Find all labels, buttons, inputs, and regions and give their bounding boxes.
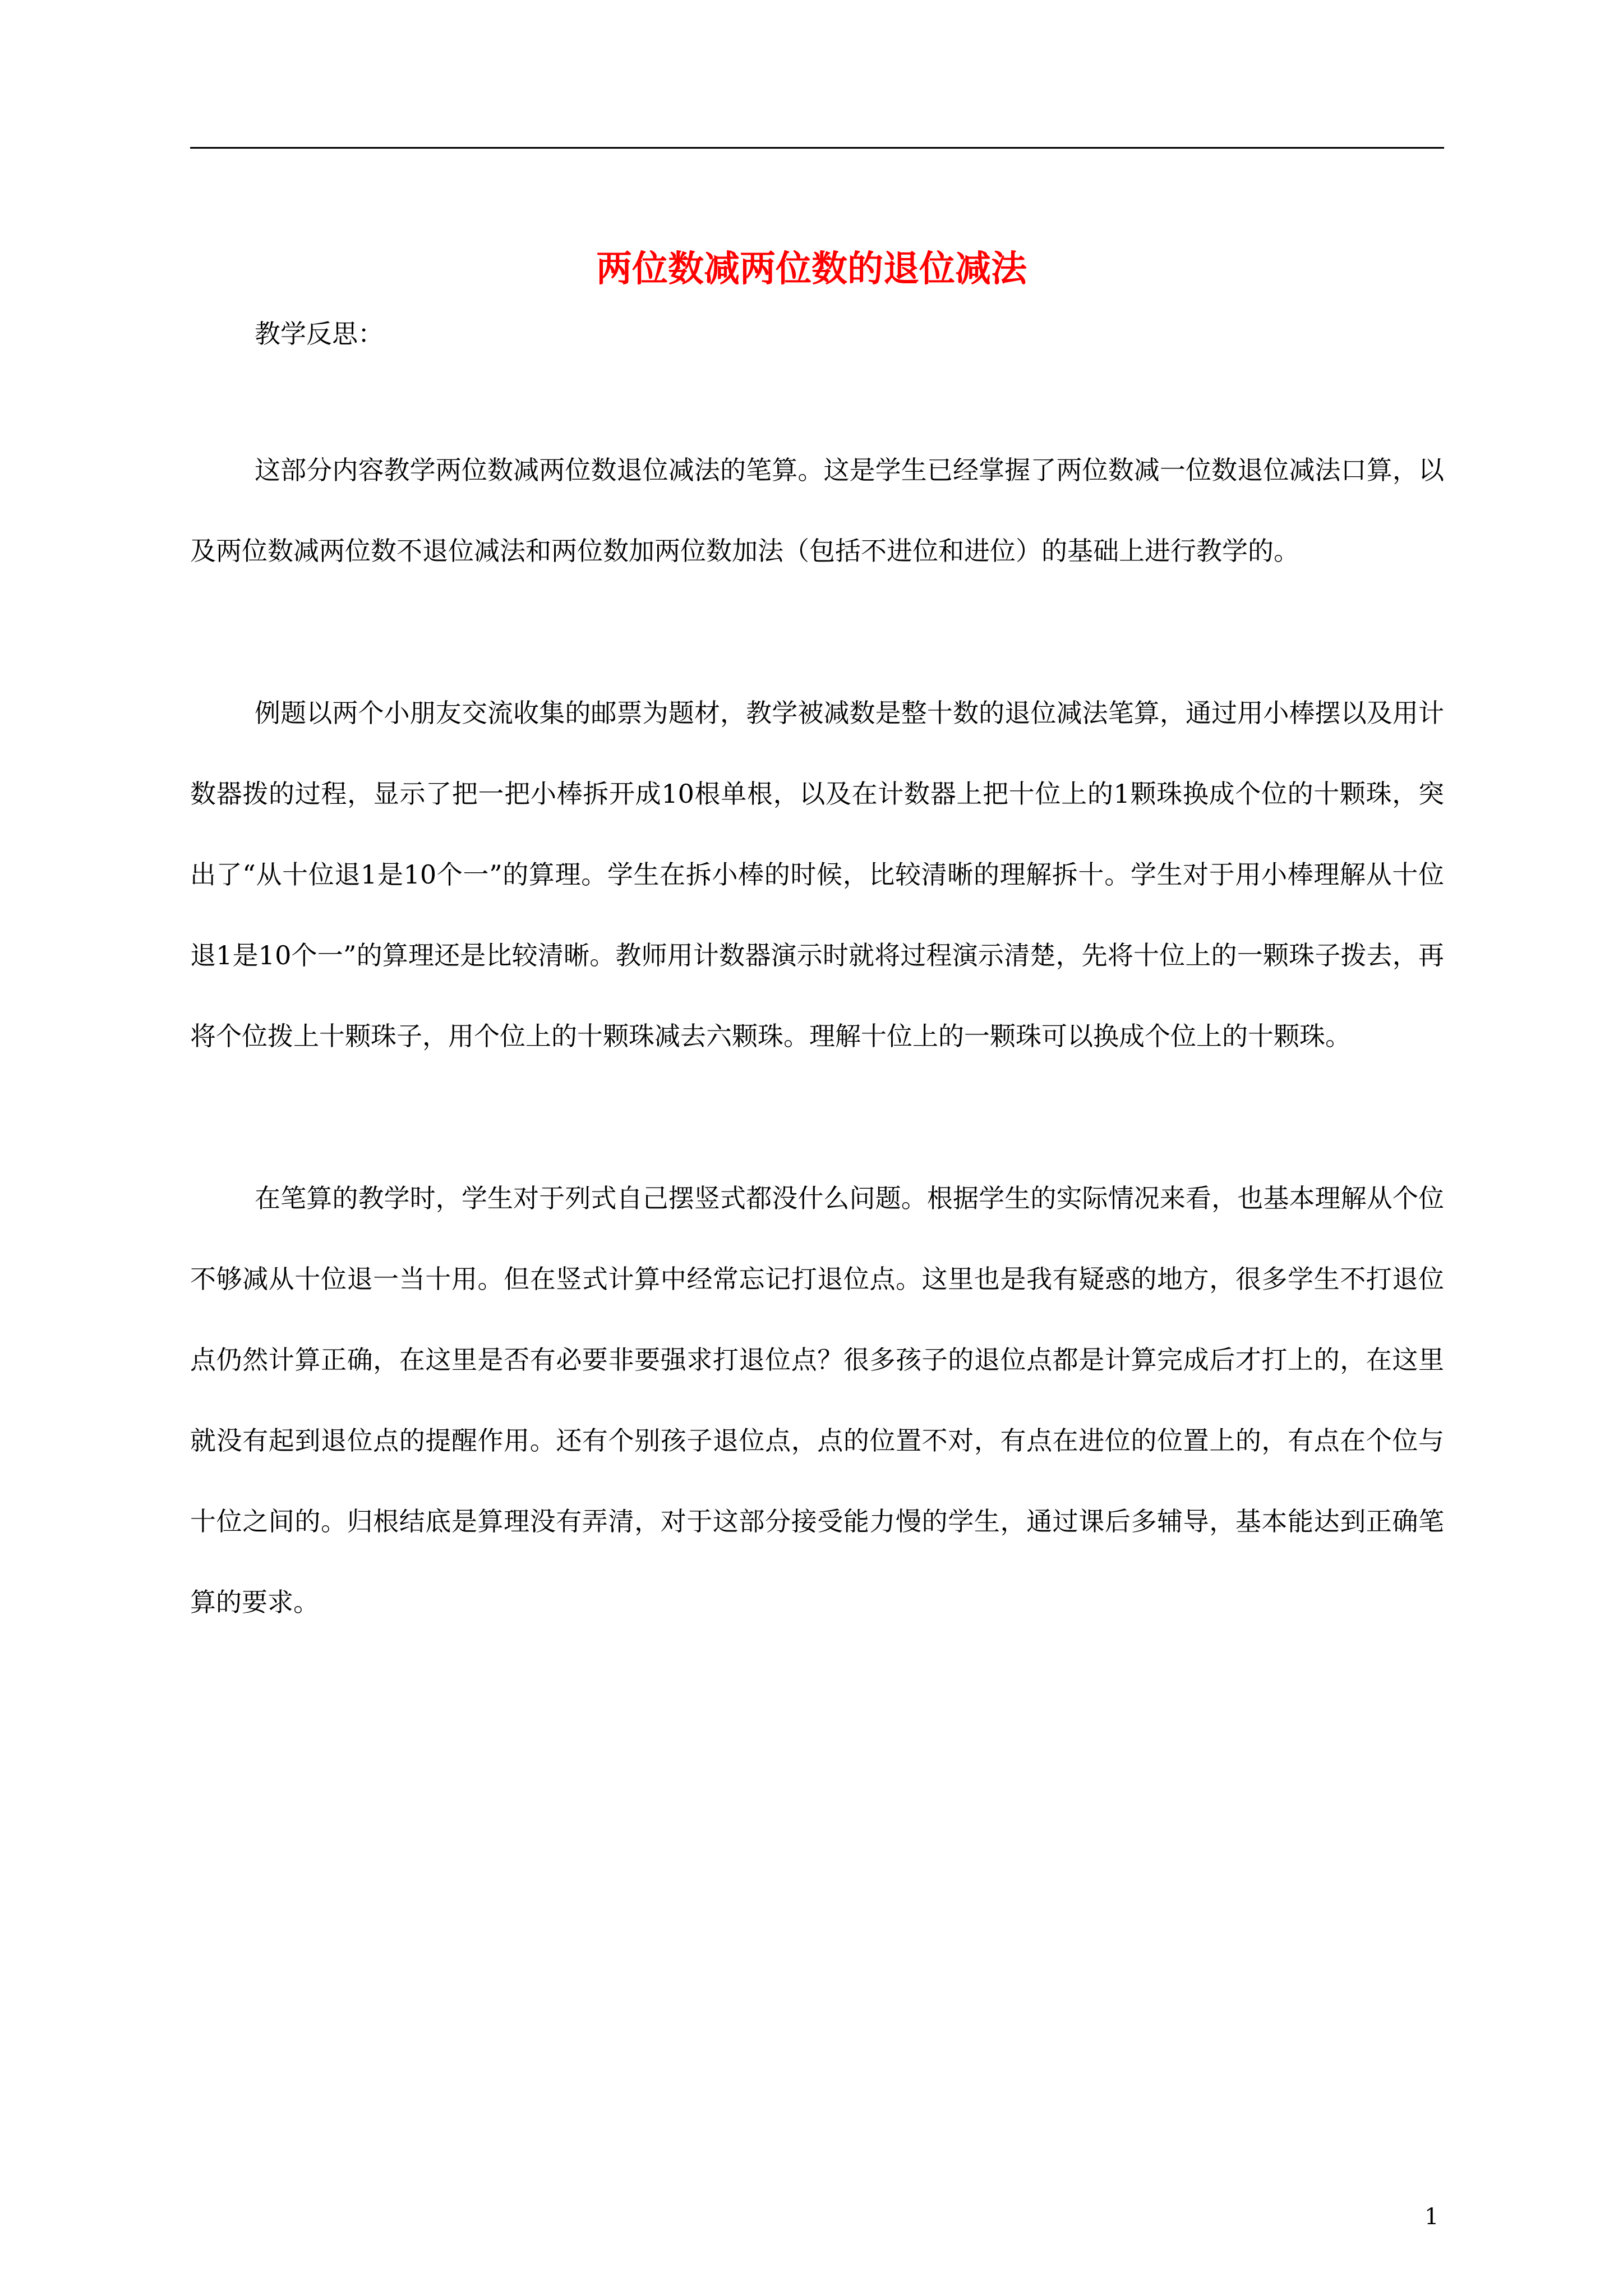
section-label: 教学反思： <box>255 319 384 349</box>
body-paragraph-2: 例题以两个小朋友交流收集的邮票为题材，教学被减数是整十数的退位减法笔算，通过用小棒摆以及用计数器拨的过程，显示了把一把小棒拆开成10根单根，以及在计数器上把十位上的1颗珠换成个位的十颗珠，突出了“从十位退1是10个一”的算理。学生在拆小棒的时候，比较清晰的理解拆十。学生对于用小棒理解从十位退1是10个一”的算理还是比较清晰。教师用计数器演示时就将过程演示清楚，先将十位上的一颗珠子拨去，再将个位拨上十颗珠子，用个位上的十颗珠减去六颗珠。理解十位上的一颗珠可以换成个位上的十颗珠。 <box>190 698 1444 1051</box>
body-paragraph-3: 在笔算的教学时，学生对于列式自己摆竖式都没什么问题。根据学生的实际情况来看，也基本理解从个位不够减从十位退一当十用。但在竖式计算中经常忘记打退位点。这里也是我有疑惑的地方，很多学生不打退位点仍然计算正确，在这里是否有必要非要强求打退位点？很多孩子的退位点都是计算完成后才打上的，在这里就没有起到退位点的提醒作用。还有个别孩子退位点，点的位置不对，有点在进位的位置上的，有点在个位与十位之间的。归根结底是算理没有弄清，对于这部分接受能力慢的学生，通过课后多辅导，基本能达到正确笔算的要求。 <box>190 1183 1444 1617</box>
page-number: 1 <box>1424 2204 1439 2230</box>
header-rule <box>190 147 1444 149</box>
body-paragraph-1: 这部分内容教学两位数减两位数退位减法的笔算。这是学生已经掌握了两位数减一位数退位减法口算，以及两位数减两位数不退位减法和两位数加两位数加法（包括不进位和进位）的基础上进行教学的。 <box>190 455 1444 566</box>
document-title: 两位数减两位数的退位减法 <box>596 248 1027 290</box>
